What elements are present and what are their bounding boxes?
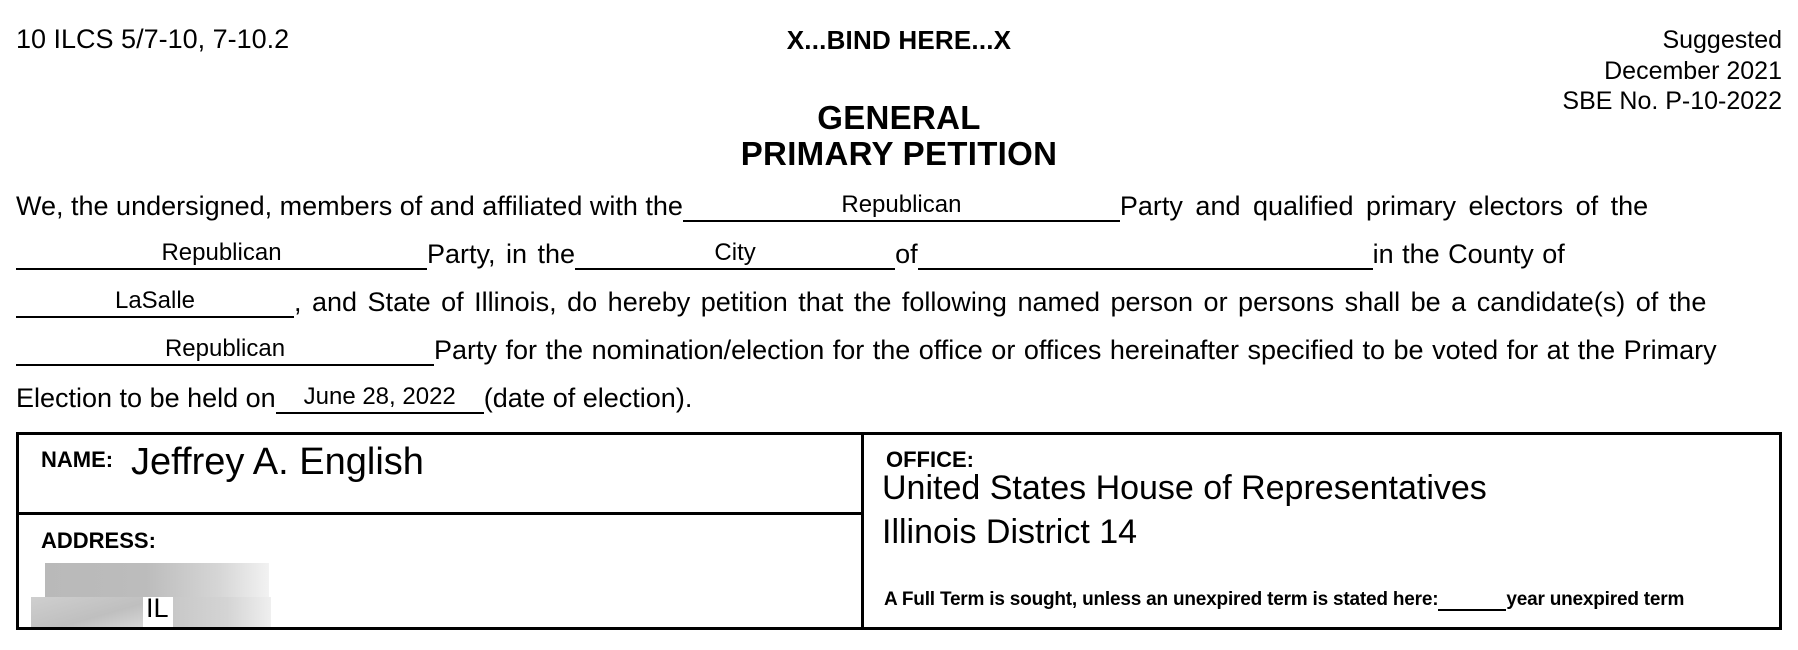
body-line-2-text-b: of <box>895 239 918 269</box>
body-line-5-text-a: Election to be held on <box>16 383 276 413</box>
municipality-blank[interactable] <box>918 228 1373 270</box>
body-line-2 <box>16 226 1782 274</box>
redaction-bar-zip <box>173 597 271 627</box>
body-line-5 <box>16 370 1782 418</box>
party-name-value: Republican <box>161 239 282 266</box>
election-date-blank[interactable] <box>276 372 484 414</box>
redaction-bar-city <box>31 597 143 627</box>
petition-body <box>16 178 1782 418</box>
page-title <box>0 100 1798 173</box>
county-blank[interactable] <box>16 276 294 318</box>
nomination-party-blank[interactable] <box>16 324 434 366</box>
candidate-left-column <box>19 435 864 627</box>
address-state: IL <box>146 593 169 623</box>
election-date-value: June 28, 2022 <box>303 383 456 410</box>
form-date: December 2021 <box>1604 56 1782 85</box>
suggested-label: Suggested <box>1662 26 1782 54</box>
name-label: NAME: <box>41 447 114 472</box>
body-line-1 <box>16 178 1782 226</box>
sbe-number: SBE No. P-10-2022 <box>1562 87 1782 115</box>
office-district: Illinois District 14 <box>882 513 1138 551</box>
candidate-name: Jeffrey A. English <box>131 441 424 483</box>
party-affiliation-value: Republican <box>841 191 962 218</box>
jurisdiction-type-blank[interactable] <box>575 228 895 270</box>
redaction-bar-street <box>45 563 269 597</box>
office-cell[interactable] <box>864 435 1779 627</box>
statute-citation: 10 ILCS 5/7-10, 7-10.2 <box>16 24 290 54</box>
body-line-4 <box>16 322 1782 370</box>
county-value: LaSalle <box>114 287 196 314</box>
unexpired-term-note <box>884 589 1684 611</box>
title-line-primary-petition: PRIMARY PETITION <box>740 135 1058 173</box>
party-affiliation-blank[interactable] <box>683 180 1120 222</box>
body-line-1-text-a: We, the undersigned, members of and affiliated with the <box>16 191 683 221</box>
title-line-general: GENERAL <box>817 99 981 136</box>
nomination-party-value: Republican <box>164 335 286 362</box>
name-cell[interactable] <box>19 435 861 515</box>
unexpired-term-note-before: A Full Term is sought, unless an unexpired term is stated here: <box>884 589 1439 610</box>
body-line-3-text-a: , and State of Illinois, do hereby petition that the following named person or persons shall be a candidate(s) of the <box>294 287 1707 317</box>
unexpired-term-note-after: year unexpired term <box>1506 589 1685 610</box>
office-label: OFFICE: <box>886 447 974 472</box>
address-cell[interactable] <box>19 515 861 627</box>
address-label: ADDRESS: <box>41 528 156 553</box>
unexpired-term-blank[interactable] <box>1438 594 1506 611</box>
office-title: United States House of Representatives <box>882 469 1487 507</box>
bind-here-mark: X...BIND HERE...X <box>786 25 1012 55</box>
body-line-3 <box>16 274 1782 322</box>
body-line-5-text-b: (date of election). <box>483 383 693 413</box>
redacted-address-block <box>31 563 351 627</box>
party-name-blank[interactable] <box>16 228 427 270</box>
body-line-2-text-c: in the County of <box>1372 239 1565 269</box>
body-line-2-text-a: Party, in the <box>427 239 576 269</box>
jurisdiction-type-value: City <box>714 239 756 266</box>
candidate-info-table <box>16 432 1782 630</box>
body-line-4-text-a: Party for the nomination/election for the office or offices hereinafter specified to be voted for at the Primary <box>434 335 1717 365</box>
body-line-1-text-b: Party and qualified primary electors of the <box>1119 191 1649 221</box>
